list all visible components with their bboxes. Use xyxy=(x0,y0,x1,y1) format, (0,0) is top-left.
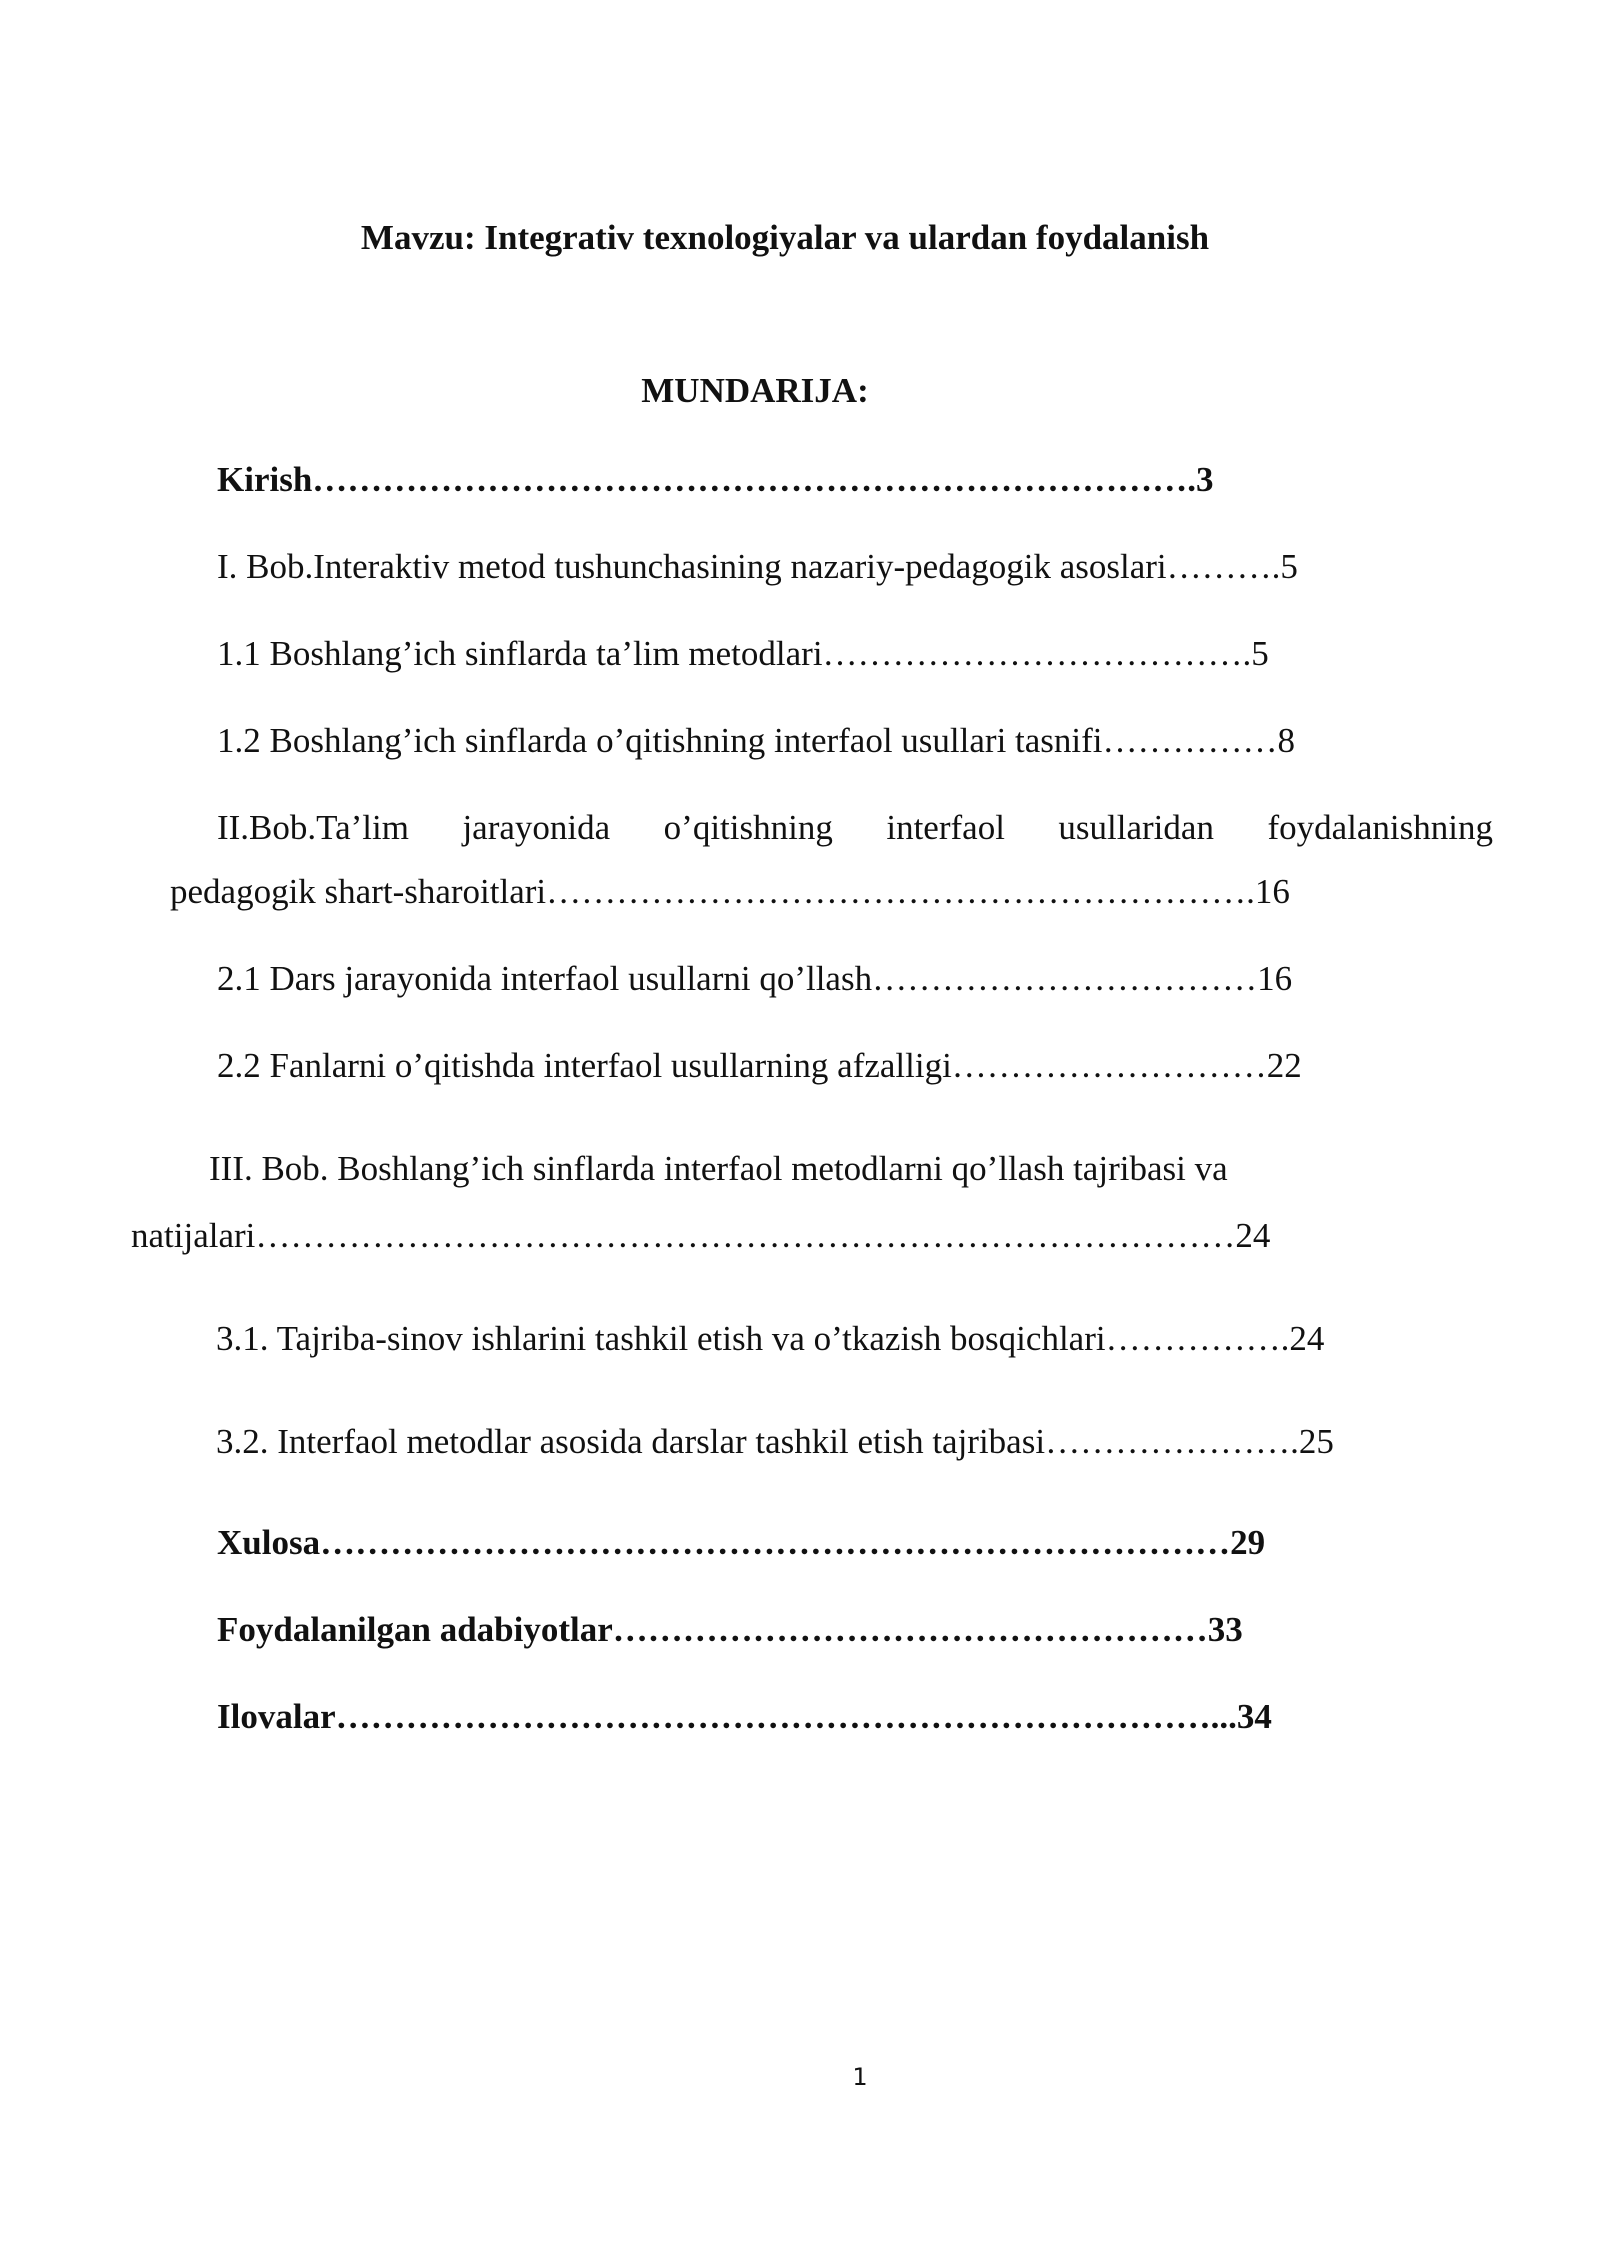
toc-entry-3-1: 3.1. Tajriba-sinov ishlarini tashkil etish va o’tkazish bosqichlari…………….24 xyxy=(216,1319,1325,1358)
toc-entry-1-1: 1.1 Boshlang’ich sinflarda ta’lim metodlari……………………………….5 xyxy=(217,634,1269,673)
toc-word: usullaridan xyxy=(1058,808,1214,847)
toc-word: jarayonida xyxy=(462,808,611,847)
document-title: Mavzu: Integrativ texnologiyalar va ulardan foydalanish xyxy=(360,218,1210,257)
toc-entry-adabiyotlar: Foydalanilgan adabiyotlar……………………………………………33 xyxy=(217,1610,1243,1649)
toc-entry-1-2: 1.2 Boshlang’ich sinflarda o’qitishning interfaol usullari tasnifi……………8 xyxy=(217,721,1296,760)
page-number: 1 xyxy=(852,2063,868,2091)
toc-entry-bob2-line1 xyxy=(217,804,1493,852)
toc-entry-bob3-line2: natijalari…………………………………………………………………………24 xyxy=(131,1216,1271,1255)
toc-entry-bob2-line2: pedagogik shart-sharoitlari…………………………………………………….16 xyxy=(170,872,1290,911)
toc-entry-2-2: 2.2 Fanlarni o’qitishda interfaol usullarning afzalligi………………………22 xyxy=(217,1046,1302,1085)
toc-entry-bob3-line1: III. Bob. Boshlang’ich sinflarda interfaol metodlarni qo’llash tajribasi va xyxy=(209,1149,1228,1188)
toc-word: interfaol xyxy=(886,808,1005,847)
toc-entry-3-2: 3.2. Interfaol metodlar asosida darslar tashkil etish tajribasi………………….25 xyxy=(216,1422,1334,1461)
toc-word: o’qitishning xyxy=(663,808,833,847)
toc-entry-ilovalar: Ilovalar…………………………………………………………………...34 xyxy=(217,1697,1272,1736)
toc-word: foydalanishning xyxy=(1267,808,1493,847)
toc-word: II.Bob.Ta’lim xyxy=(217,808,409,847)
toc-entry-2-1: 2.1 Dars jarayonida interfaol usullarni qo’llash……………………………16 xyxy=(217,959,1293,998)
toc-entry-bob1: I. Bob.Interaktiv metod tushunchasining nazariy-pedagogik asoslari……….5 xyxy=(217,547,1298,586)
toc-entry-xulosa: Xulosa……………………………………………………………………29 xyxy=(217,1523,1266,1562)
toc-entry-kirish: Kirish………………………………………………………………….3 xyxy=(217,460,1214,499)
toc-heading: MUNDARIJA: xyxy=(641,371,869,410)
